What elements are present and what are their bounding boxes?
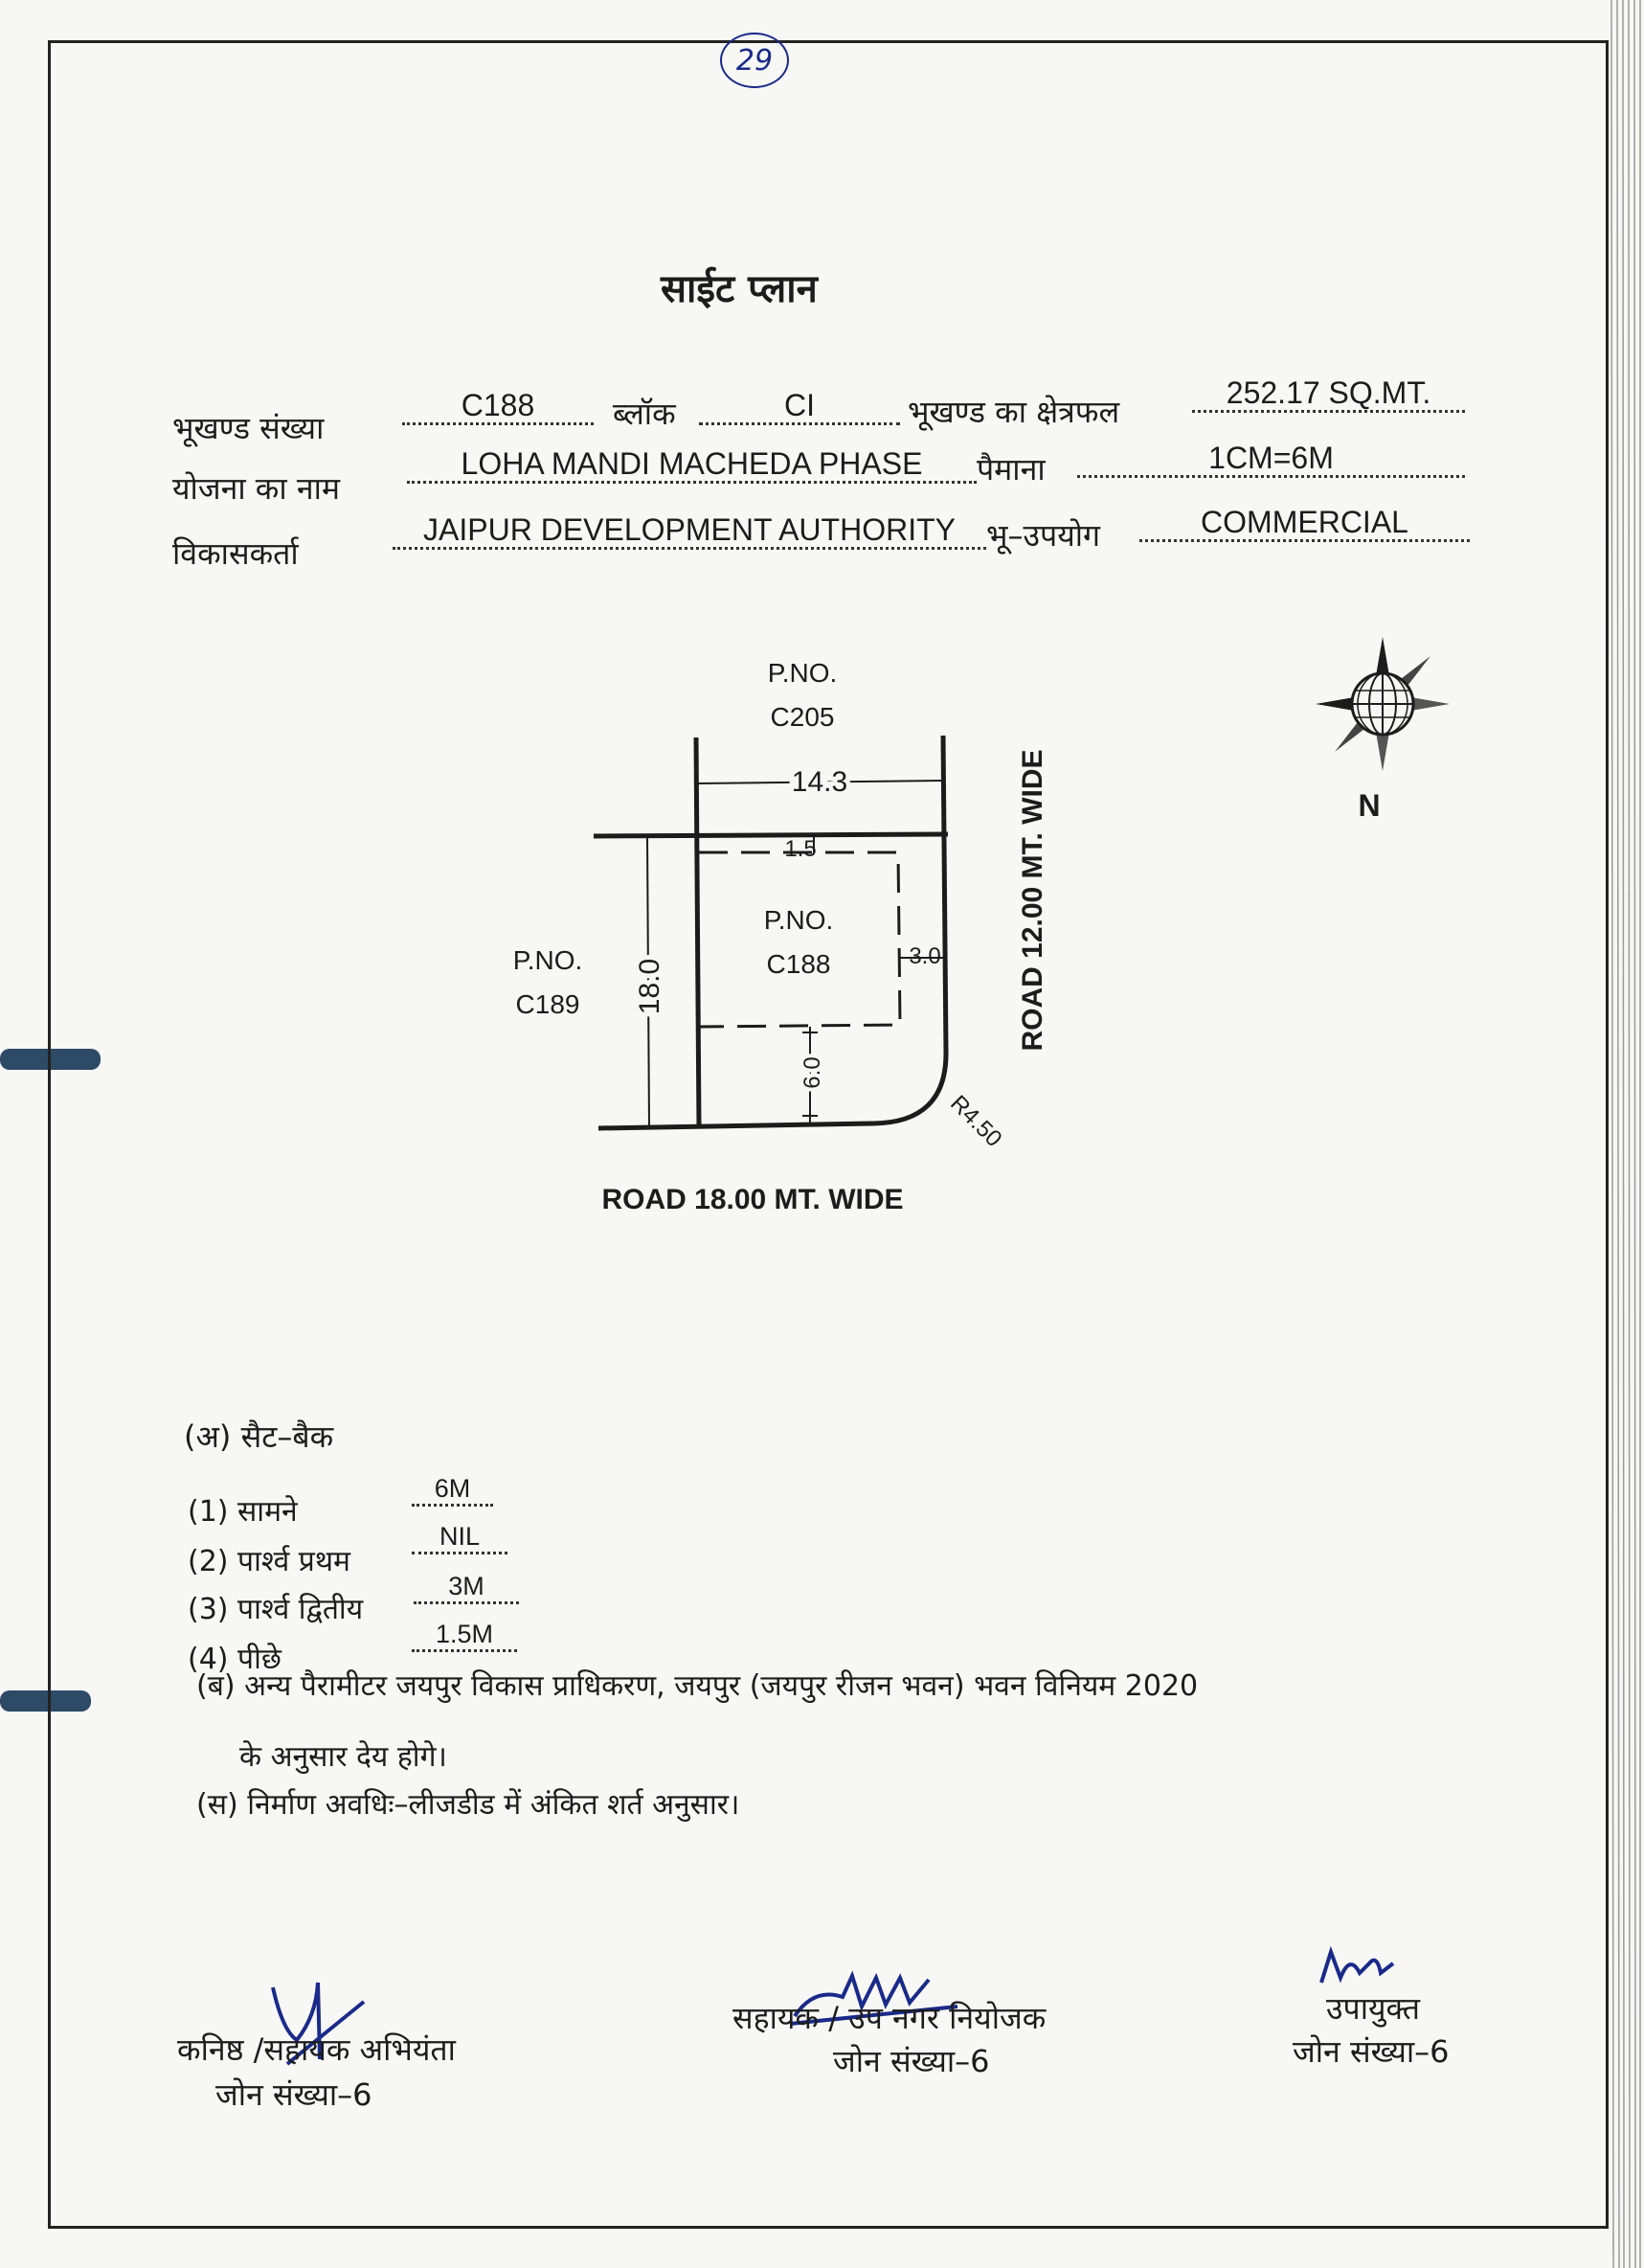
plot-no-value: C188: [402, 388, 594, 425]
page-title: साईट प्लान: [661, 267, 818, 311]
landuse-label: भू–उपयोग: [986, 517, 1101, 554]
setback-front-label: (1) सामने: [188, 1495, 298, 1529]
landuse-value: COMMERCIAL: [1139, 505, 1470, 542]
setback-rear-label: (4) पीछे: [188, 1643, 282, 1676]
signature-middle-zone: जोन संख्या–6: [833, 2043, 990, 2079]
setback-side1-value: NIL: [412, 1521, 507, 1554]
note-b-line1: (ब) अन्य पैरामीटर जयपुर विकास प्राधिकरण, जयपुर (जयपुर रीजन भवन) भवन विनियम 2020: [196, 1669, 1199, 1703]
scheme-value: LOHA MANDI MACHEDA PHASE: [407, 446, 977, 484]
west-plot-label: P.NO.: [512, 945, 583, 975]
signature-right-title: उपायुक्त: [1326, 1990, 1420, 2027]
dim-rear-label: 1.5: [784, 836, 817, 862]
road-south-label: ROAD 18.00 MT. WIDE: [601, 1184, 904, 1215]
page-number-stamp: 29: [720, 33, 789, 88]
developer-label: विकासकर्ता: [172, 535, 299, 572]
signature-right-zone: जोन संख्या–6: [1293, 2033, 1450, 2070]
setback-rear-value: 1.5M: [412, 1619, 517, 1652]
signature-middle-title: सहायक / उप नगर नियोजक: [732, 2000, 1047, 2036]
scale-label: पैमाना: [977, 451, 1046, 488]
north-plot-label: P.NO.: [767, 658, 838, 688]
developer-value: JAIPUR DEVELOPMENT AUTHORITY: [393, 512, 986, 550]
setback-line: [699, 852, 900, 1027]
setback-side2-label: (3) पार्श्व द्वितीय: [188, 1593, 364, 1626]
dim-width-label: 14.3: [791, 766, 848, 798]
setback-side2-value: 3M: [414, 1571, 519, 1604]
dim-side-label: 3.0: [909, 943, 941, 969]
scale-value: 1CM=6M: [1077, 441, 1465, 478]
plot-boundary-west: [696, 737, 699, 1127]
signature-left-title: कनिष्ठ /सहायक अभियंता: [177, 2031, 456, 2068]
north-compass-icon: [1316, 637, 1450, 771]
setback-heading: (अ) सैट–बैक: [184, 1418, 334, 1455]
north-label: N: [1358, 788, 1381, 823]
north-plot-no: C205: [770, 702, 835, 732]
plot-label: P.NO.: [763, 905, 834, 935]
block-label: ब्लॉक: [613, 396, 676, 432]
road-east-label: ROAD 12.00 MT. WIDE: [1017, 749, 1048, 1052]
setback-side1-label: (2) पार्श्व प्रथम: [188, 1545, 350, 1578]
plot-no-label: भूखण्ड संख्या: [172, 410, 325, 446]
plot-no: C188: [766, 949, 831, 979]
dim-depth-label: 18.0: [634, 958, 665, 1015]
setback-front-value: 6M: [412, 1473, 493, 1507]
area-value: 252.17 SQ.MT.: [1192, 375, 1465, 413]
area-label: भूखण्ड का क्षेत्रफल: [908, 394, 1120, 430]
scheme-label: योजना का नाम: [172, 470, 341, 507]
west-plot-no: C189: [515, 989, 580, 1019]
block-value: CI: [699, 388, 900, 425]
signature-left-zone: जोन संख्या–6: [215, 2076, 372, 2113]
dim-front-label: 6.0: [799, 1056, 825, 1089]
note-c-line: (स) निर्माण अवधिः–लीजडीड में अंकित शर्त अनुसार।: [196, 1788, 740, 1822]
note-b-line2: के अनुसार देय होगे।: [239, 1740, 447, 1774]
corner-radius-label: R4.50: [945, 1090, 1007, 1152]
